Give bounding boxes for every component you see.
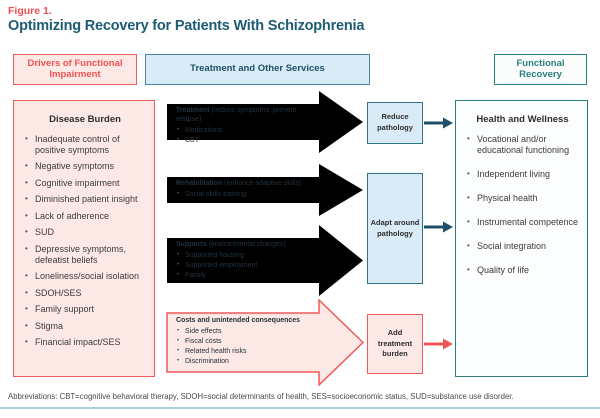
- list-item: • Fiscal costs: [176, 337, 318, 347]
- health-wellness-list: [466, 134, 579, 276]
- abbreviations-note: Abbreviations: CBT=cognitive behavioral therapy, SDOH=social determinants of health, SES=socioeconomic status, SUD=substance use disorder.: [8, 392, 514, 401]
- list-item: • Side effects: [176, 327, 318, 337]
- list-item: • Independent living: [466, 169, 579, 180]
- list-item: • CBT: [176, 136, 318, 146]
- list-item: • Lack of adherence: [24, 211, 146, 222]
- treatment-arrow: [166, 90, 365, 154]
- list-item: • Medications: [176, 126, 318, 136]
- figure-label: Figure 1.: [8, 5, 52, 17]
- arrow-title: Costs and unintended consequences: [176, 317, 301, 324]
- connector-arrow-icon: [424, 220, 454, 234]
- column-header-recovery: Functional Recovery: [494, 54, 587, 85]
- list-item: • Negative symptoms: [24, 161, 146, 172]
- list-item: • Family: [176, 271, 318, 281]
- list-item: • Financial impact/SES: [24, 337, 146, 348]
- connector-arrow-icon: [424, 116, 454, 130]
- disease-burden-panel: [13, 100, 155, 377]
- supports-arrow-text: [176, 240, 318, 281]
- column-header-services: Treatment and Other Services: [145, 54, 370, 85]
- adapt-around-pathology-box: Adapt around pathology: [367, 173, 423, 284]
- list-item: • Inadequate control of positive symptoms: [24, 134, 146, 156]
- list-item: • SDOH/SES: [24, 288, 146, 299]
- list-item: • Loneliness/social isolation: [24, 271, 146, 282]
- reduce-pathology-box: Reduce pathology: [367, 102, 423, 144]
- health-wellness-panel: [455, 100, 588, 377]
- connector-arrow-icon: [424, 337, 454, 351]
- list-item: • Physical health: [466, 193, 579, 204]
- list-item: • Related health risks: [176, 347, 318, 357]
- supports-arrow: [166, 224, 365, 297]
- rehabilitation-arrow-list: [176, 190, 318, 200]
- disease-burden-list: [24, 134, 146, 348]
- arrow-title: Rehabilitation (enhance adaptive skills): [176, 180, 302, 187]
- list-item: • Cognitive impairment: [24, 178, 146, 189]
- arrow-title: Treatment (reduce symptoms; prevent relapse): [176, 107, 297, 124]
- rehabilitation-arrow: [166, 163, 365, 217]
- list-item: • Instrumental competence: [466, 217, 579, 228]
- list-item: • Family support: [24, 304, 146, 315]
- supports-arrow-list: [176, 251, 318, 281]
- disease-burden-title: Disease Burden: [49, 114, 121, 125]
- rehabilitation-arrow-text: [176, 179, 318, 200]
- list-item: • Diminished patient insight: [24, 194, 146, 205]
- add-treatment-burden-box: Add treatment burden: [367, 314, 423, 374]
- health-wellness-title: Health and Wellness: [476, 114, 569, 125]
- list-item: • Quality of life: [466, 265, 579, 276]
- treatment-arrow-text: [176, 106, 318, 146]
- costs-arrow-list: [176, 327, 318, 367]
- footer-divider: [0, 407, 600, 409]
- list-item: • Depressive symptoms, defeatist beliefs: [24, 244, 146, 266]
- list-item: • SUD: [24, 227, 146, 238]
- costs-arrow-text: [176, 316, 318, 367]
- figure-title: Optimizing Recovery for Patients With Schizophrenia: [8, 18, 365, 34]
- list-item: • Stigma: [24, 321, 146, 332]
- treatment-arrow-list: [176, 126, 318, 146]
- list-item: • Discrimination: [176, 357, 318, 367]
- list-item: • Social integration: [466, 241, 579, 252]
- arrow-title: Supports (environmental changes): [176, 241, 286, 248]
- list-item: • Supported employment: [176, 261, 318, 271]
- costs-arrow: [166, 299, 365, 386]
- list-item: • Supported housing: [176, 251, 318, 261]
- list-item: • Social skills training: [176, 190, 318, 200]
- list-item: • Vocational and/or educational functioning: [466, 134, 579, 156]
- column-header-drivers: Drivers of Functional Impairment: [13, 54, 137, 85]
